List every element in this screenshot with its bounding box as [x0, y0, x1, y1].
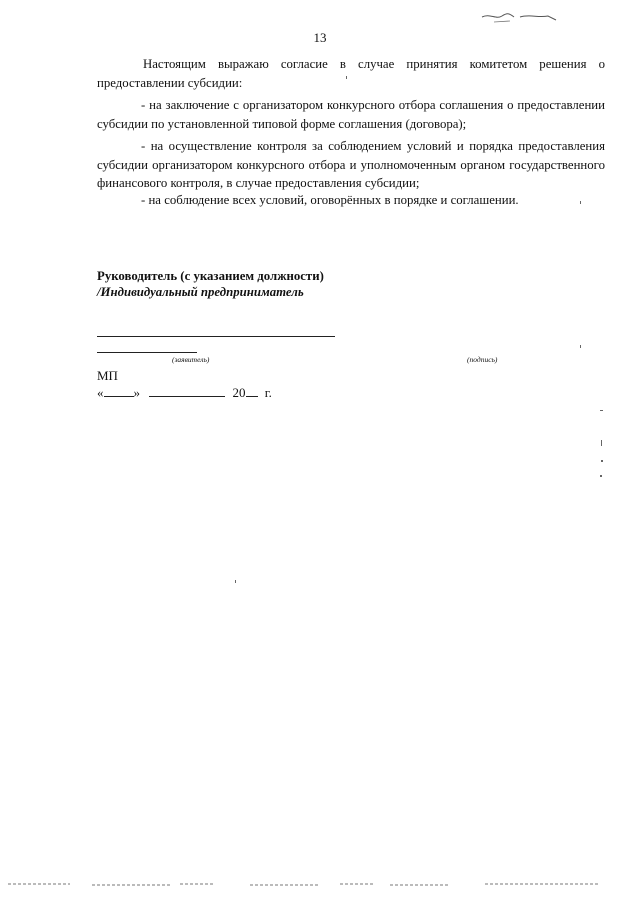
year-suffix: г.	[264, 385, 272, 400]
signature-caption: (подпись)	[467, 355, 498, 364]
day-blank	[104, 385, 134, 397]
month-blank	[149, 385, 225, 397]
scan-speck	[346, 76, 347, 79]
page-number: 13	[313, 30, 327, 45]
year-blank	[246, 385, 258, 397]
compliance-item: - на соблюдение всех условий, оговорённых в порядке и соглашении.	[141, 193, 519, 207]
scan-speck	[600, 410, 603, 411]
year-prefix: 20	[232, 385, 246, 400]
applicant-name-line-2	[97, 352, 197, 353]
scan-speck	[580, 201, 581, 204]
agreement-item: - на заключение с организатором конкурсного отбора соглашения о предоставлении субсидии по установленной типовой форме соглашения (договора);	[97, 98, 605, 131]
scan-edge-noise	[0, 880, 640, 890]
stamp-place-label: МП	[97, 368, 118, 383]
consent-paragraph: Настоящим выражаю согласие в случае принятия комитетом решения о предоставлении субсидии:	[97, 57, 605, 90]
handwritten-mark-icon	[480, 8, 560, 28]
applicant-caption: (заявитель)	[172, 355, 210, 364]
scan-speck	[235, 580, 236, 583]
applicant-name-line	[97, 336, 335, 337]
date-open-quote: «	[97, 385, 104, 400]
scan-speck	[600, 475, 602, 477]
scan-speck	[601, 460, 603, 462]
scan-speck	[601, 440, 602, 446]
signer-ip-label: /Индивидуальный предприниматель	[97, 285, 304, 299]
date-field	[97, 385, 272, 401]
control-item: - на осуществление контроля за соблюдением условий и порядка предоставления субсидии организатором конкурсного отбора и уполномоченным органом государственного финансового контроля, в случае предоставления субсидии;	[97, 139, 605, 190]
scan-speck	[580, 345, 581, 348]
signer-role-label: Руководитель (с указанием должности)	[97, 269, 324, 283]
date-close-quote: »	[133, 385, 140, 400]
